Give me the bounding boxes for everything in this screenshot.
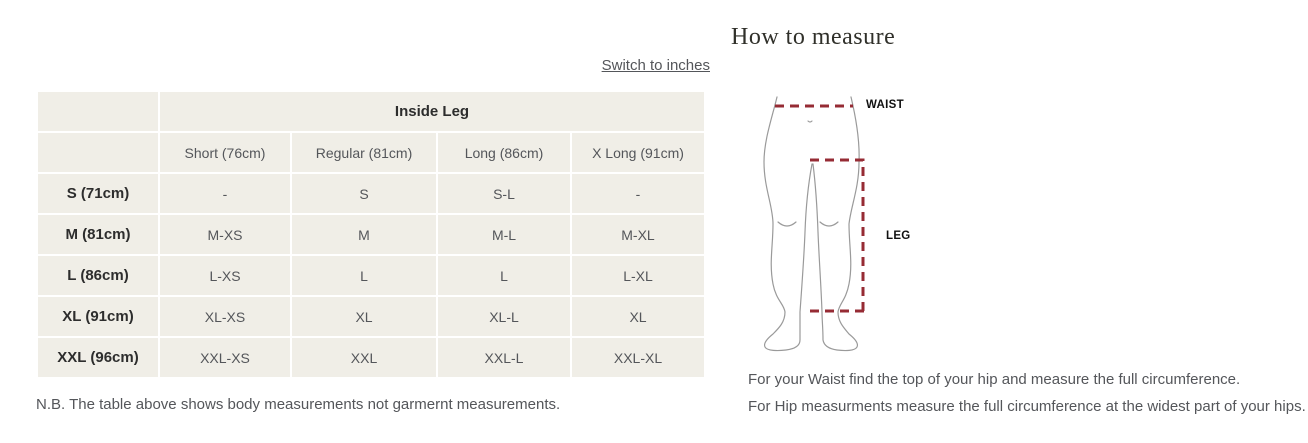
table-row: [38, 297, 704, 336]
leg-label: LEG: [886, 230, 911, 242]
units-link-row: [36, 57, 710, 74]
row-header-xxl: XXL (96cm): [38, 338, 158, 377]
measure-diagram: [748, 88, 938, 373]
size-cell: M-XS: [160, 215, 290, 254]
left-knee-mark: [778, 222, 796, 226]
row-header-m: M (81cm): [38, 215, 158, 254]
body-outline: [764, 97, 859, 351]
column-header-regular: Regular (81cm): [292, 133, 436, 172]
size-cell: XXL-XL: [572, 338, 704, 377]
size-cell: M-L: [438, 215, 570, 254]
row-header-xl: XL (91cm): [38, 297, 158, 336]
how-to-measure-title: How to measure: [731, 24, 896, 50]
table-group-header-row: [38, 92, 704, 131]
left-leg-outline: [764, 97, 812, 351]
switch-to-inches-link[interactable]: Switch to inches: [601, 57, 710, 74]
size-cell: M: [292, 215, 436, 254]
size-cell: S-L: [438, 174, 570, 213]
table-row: [38, 256, 704, 295]
size-cell: L: [438, 256, 570, 295]
hip-instruction: For Hip measurments measure the full circumference at the widest part of your hips.: [748, 398, 1306, 415]
column-header-short: Short (76cm): [160, 133, 290, 172]
size-cell: XL: [292, 297, 436, 336]
right-knee-mark: [820, 222, 838, 226]
column-header-xlong: X Long (91cm): [572, 133, 704, 172]
size-cell: XL: [572, 297, 704, 336]
column-header-long: Long (86cm): [438, 133, 570, 172]
waist-instruction: For your Waist find the top of your hip and measure the full circumference.: [748, 371, 1241, 388]
table-row: [38, 174, 704, 213]
table-row: [38, 215, 704, 254]
table-corner-cell: [38, 133, 158, 172]
table-note: N.B. The table above shows body measurements not garmernt measurements.: [36, 396, 561, 413]
row-header-s: S (71cm): [38, 174, 158, 213]
size-cell: XXL-L: [438, 338, 570, 377]
row-header-l: L (86cm): [38, 256, 158, 295]
navel-mark: [808, 121, 812, 122]
table-row: [38, 338, 704, 377]
inside-leg-group-header: Inside Leg: [160, 92, 704, 131]
size-cell: XXL: [292, 338, 436, 377]
size-cell: L: [292, 256, 436, 295]
size-cell: XXL-XS: [160, 338, 290, 377]
size-cell: L-XL: [572, 256, 704, 295]
size-cell: -: [572, 174, 704, 213]
size-cell: L-XS: [160, 256, 290, 295]
table-column-header-row: [38, 133, 704, 172]
size-cell: M-XL: [572, 215, 704, 254]
size-chart-table: [36, 90, 706, 379]
waist-label: WAIST: [866, 99, 904, 111]
size-cell: -: [160, 174, 290, 213]
size-cell: S: [292, 174, 436, 213]
table-corner-cell: [38, 92, 158, 131]
size-cell: XL-XS: [160, 297, 290, 336]
measure-instructions: [748, 371, 1308, 425]
size-cell: XL-L: [438, 297, 570, 336]
